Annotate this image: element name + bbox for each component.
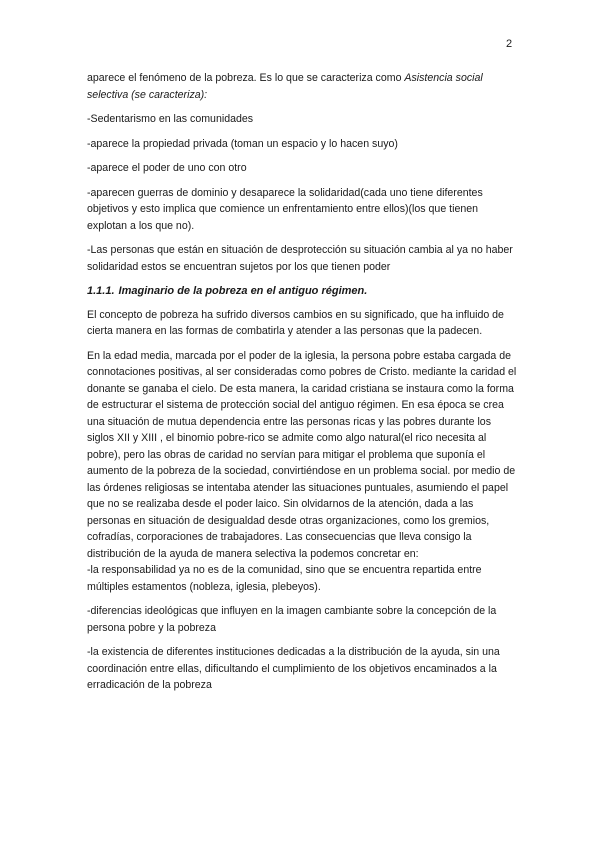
page-number: 2	[506, 38, 513, 50]
body-paragraph: En la edad media, marcada por el poder de la iglesia, la persona pobre estaba cargada de connotaciones positivas, al ser consideradas como pobres de Cristo. mediante la caridad el donante se ganaba el cielo. De esta manera, la caridad cristiana se instaura como la forma de estructurar el sistema de protección social del antiguo régimen. En esa época se crea una situación de mutua dependencia entre las personas ricas y las pobres durante los siglos XII y XIII , el binomio pobre-rico se admite como algo natural(el rico necesita al pobre), pero las obras de caridad no servían para mitigar el problema que suponía el aumento de la pobreza de la sociedad, convirtiéndose en un problema social. por medio de las órdenes religiosas se intentaba atender las situaciones puntuales, asumiendo el papel que no se realizaba desde el poder laico. Sin olvidarnos de la atención, dada a las personas en situación de desigualdad desde otras organizaciones, como los gremios, cofradías, corporaciones de trabajadores. Las consecuencias que lleva consigo la distribución de la ayuda de manera selectiva la podemos concretar en:	[87, 349, 517, 560]
consequence-item: -diferencias ideológicas que influyen en la imagen cambiante sobre la concepción de la persona pobre y la pobreza	[87, 605, 497, 634]
section-number: 1.1.1.	[87, 285, 115, 297]
document-body	[87, 70, 519, 702]
consequence-item: -la existencia de diferentes instituciones dedicadas a la distribución de la ayuda, sin una coordinación entre ellas, dificultando el cumplimiento de los objetivos encaminados a la erradicación de la pobreza	[87, 646, 500, 691]
bullet-item: -aparece la propiedad privada (toman un espacio y lo hacen suyo)	[87, 137, 398, 150]
body-paragraph: El concepto de pobreza ha sufrido diversos cambios en su significado, que ha influido de cierta manera en las formas de combatirla y atender a las personas que la padecen.	[87, 308, 504, 337]
intro-paragraph	[87, 70, 519, 103]
intro-text: aparece el fenómeno de la pobreza. Es lo que se caracteriza como	[87, 72, 405, 84]
bullet-item: -Sedentarismo en las comunidades	[87, 113, 254, 125]
section-heading	[87, 283, 519, 300]
bullet-item: -aparecen guerras de dominio y desaparece la solidaridad(cada uno tiene diferentes objetivos y esto implica que comience un enfrentamiento entre ellos)(los que tienen explotan a los que no).	[87, 186, 483, 232]
bullet-item: -aparece el poder de uno con otro	[87, 162, 247, 174]
intro-italic: Asistencia social selectiva (se caracteriza):	[87, 72, 483, 101]
bullet-item: -Las personas que están en situación de desprotección su situación cambia al ya no haber solidaridad estos se encuentran sujetos por los que tienen poder	[87, 244, 513, 273]
consequence-item: -la responsabilidad ya no es de la comunidad, sino que se encuentra repartida entre múltiples estamentos (nobleza, iglesia, plebeyos).	[87, 564, 482, 593]
section-title: Imaginario de la pobreza en el antiguo régimen.	[118, 285, 368, 297]
